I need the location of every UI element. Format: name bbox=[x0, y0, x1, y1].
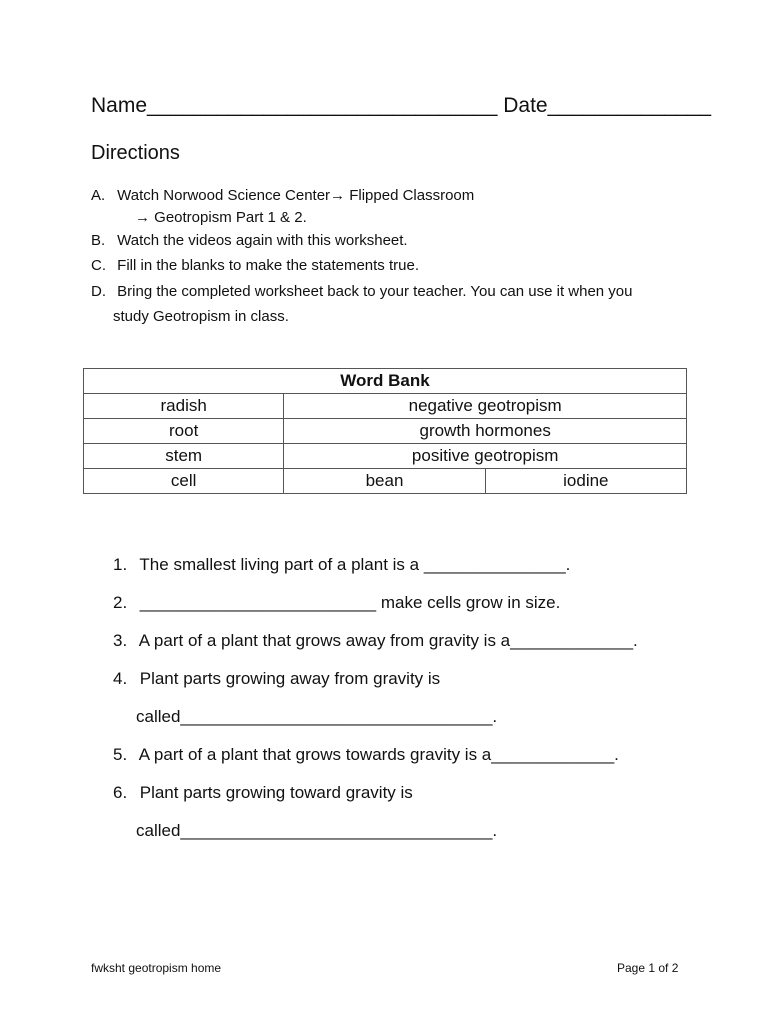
question-number: 1. bbox=[113, 555, 128, 574]
word-bank-table bbox=[83, 368, 687, 494]
direction-letter: A. bbox=[91, 187, 106, 204]
word-bank-cell: cell bbox=[84, 469, 284, 494]
direction-a-continued: → Geotropism Part 1 & 2. bbox=[135, 209, 307, 226]
word-bank-title: Word Bank bbox=[84, 369, 687, 394]
question-6 bbox=[113, 783, 413, 803]
direction-c bbox=[91, 257, 419, 275]
direction-text: Fill in the blanks to make the statements true. bbox=[117, 257, 419, 274]
word-bank-row bbox=[84, 419, 687, 444]
word-bank-row bbox=[84, 469, 687, 494]
question-text: _________________________ make cells grow in size. bbox=[139, 593, 561, 612]
question-text: Plant parts growing toward gravity is bbox=[139, 783, 413, 802]
word-bank-row bbox=[84, 394, 687, 419]
direction-text: Watch Norwood Science Center→ Flipped Classroom bbox=[117, 187, 475, 204]
question-1 bbox=[113, 555, 570, 575]
name-date-line: Name______________________________ Date______________ bbox=[91, 94, 712, 117]
question-number: 6. bbox=[113, 783, 128, 802]
word-bank-cell: iodine bbox=[485, 469, 686, 494]
direction-b bbox=[91, 232, 408, 250]
question-2 bbox=[113, 593, 560, 613]
question-number: 5. bbox=[113, 745, 128, 764]
direction-letter: C. bbox=[91, 257, 106, 274]
word-bank-cell: growth hormones bbox=[284, 419, 687, 444]
direction-letter: B. bbox=[91, 232, 106, 249]
direction-letter: D. bbox=[91, 283, 106, 300]
word-bank-cell: stem bbox=[84, 444, 284, 469]
footer-page-number: Page 1 of 2 bbox=[617, 961, 679, 975]
question-number: 4. bbox=[113, 669, 128, 688]
footer-filename: fwksht geotropism home bbox=[91, 961, 222, 975]
question-4 bbox=[113, 669, 440, 689]
question-text: A part of a plant that grows towards gravity is a_____________. bbox=[138, 745, 619, 764]
word-bank-cell: radish bbox=[84, 394, 284, 419]
word-bank-cell: positive geotropism bbox=[284, 444, 687, 469]
question-number: 3. bbox=[113, 631, 128, 650]
direction-text: Bring the completed worksheet back to your teacher. You can use it when you bbox=[117, 283, 633, 300]
question-6-continued: called_________________________________. bbox=[136, 821, 498, 840]
question-number: 2. bbox=[113, 593, 128, 612]
word-bank-cell: bean bbox=[284, 469, 485, 494]
question-3 bbox=[113, 631, 638, 651]
direction-d-continued: study Geotropism in class. bbox=[113, 308, 289, 325]
word-bank-cell: root bbox=[84, 419, 284, 444]
word-bank-row bbox=[84, 444, 687, 469]
question-5 bbox=[113, 745, 619, 765]
directions-heading: Directions bbox=[91, 142, 180, 164]
question-text: A part of a plant that grows away from gravity is a_____________. bbox=[138, 631, 638, 650]
direction-a bbox=[91, 187, 474, 205]
direction-text: Watch the videos again with this worksheet. bbox=[117, 232, 408, 249]
word-bank-cell: negative geotropism bbox=[284, 394, 687, 419]
question-text: Plant parts growing away from gravity is bbox=[139, 669, 441, 688]
direction-d bbox=[91, 283, 633, 301]
question-4-continued: called_________________________________. bbox=[136, 707, 498, 726]
question-text: The smallest living part of a plant is a _______________. bbox=[139, 555, 571, 574]
word-bank-header-row bbox=[84, 369, 687, 394]
